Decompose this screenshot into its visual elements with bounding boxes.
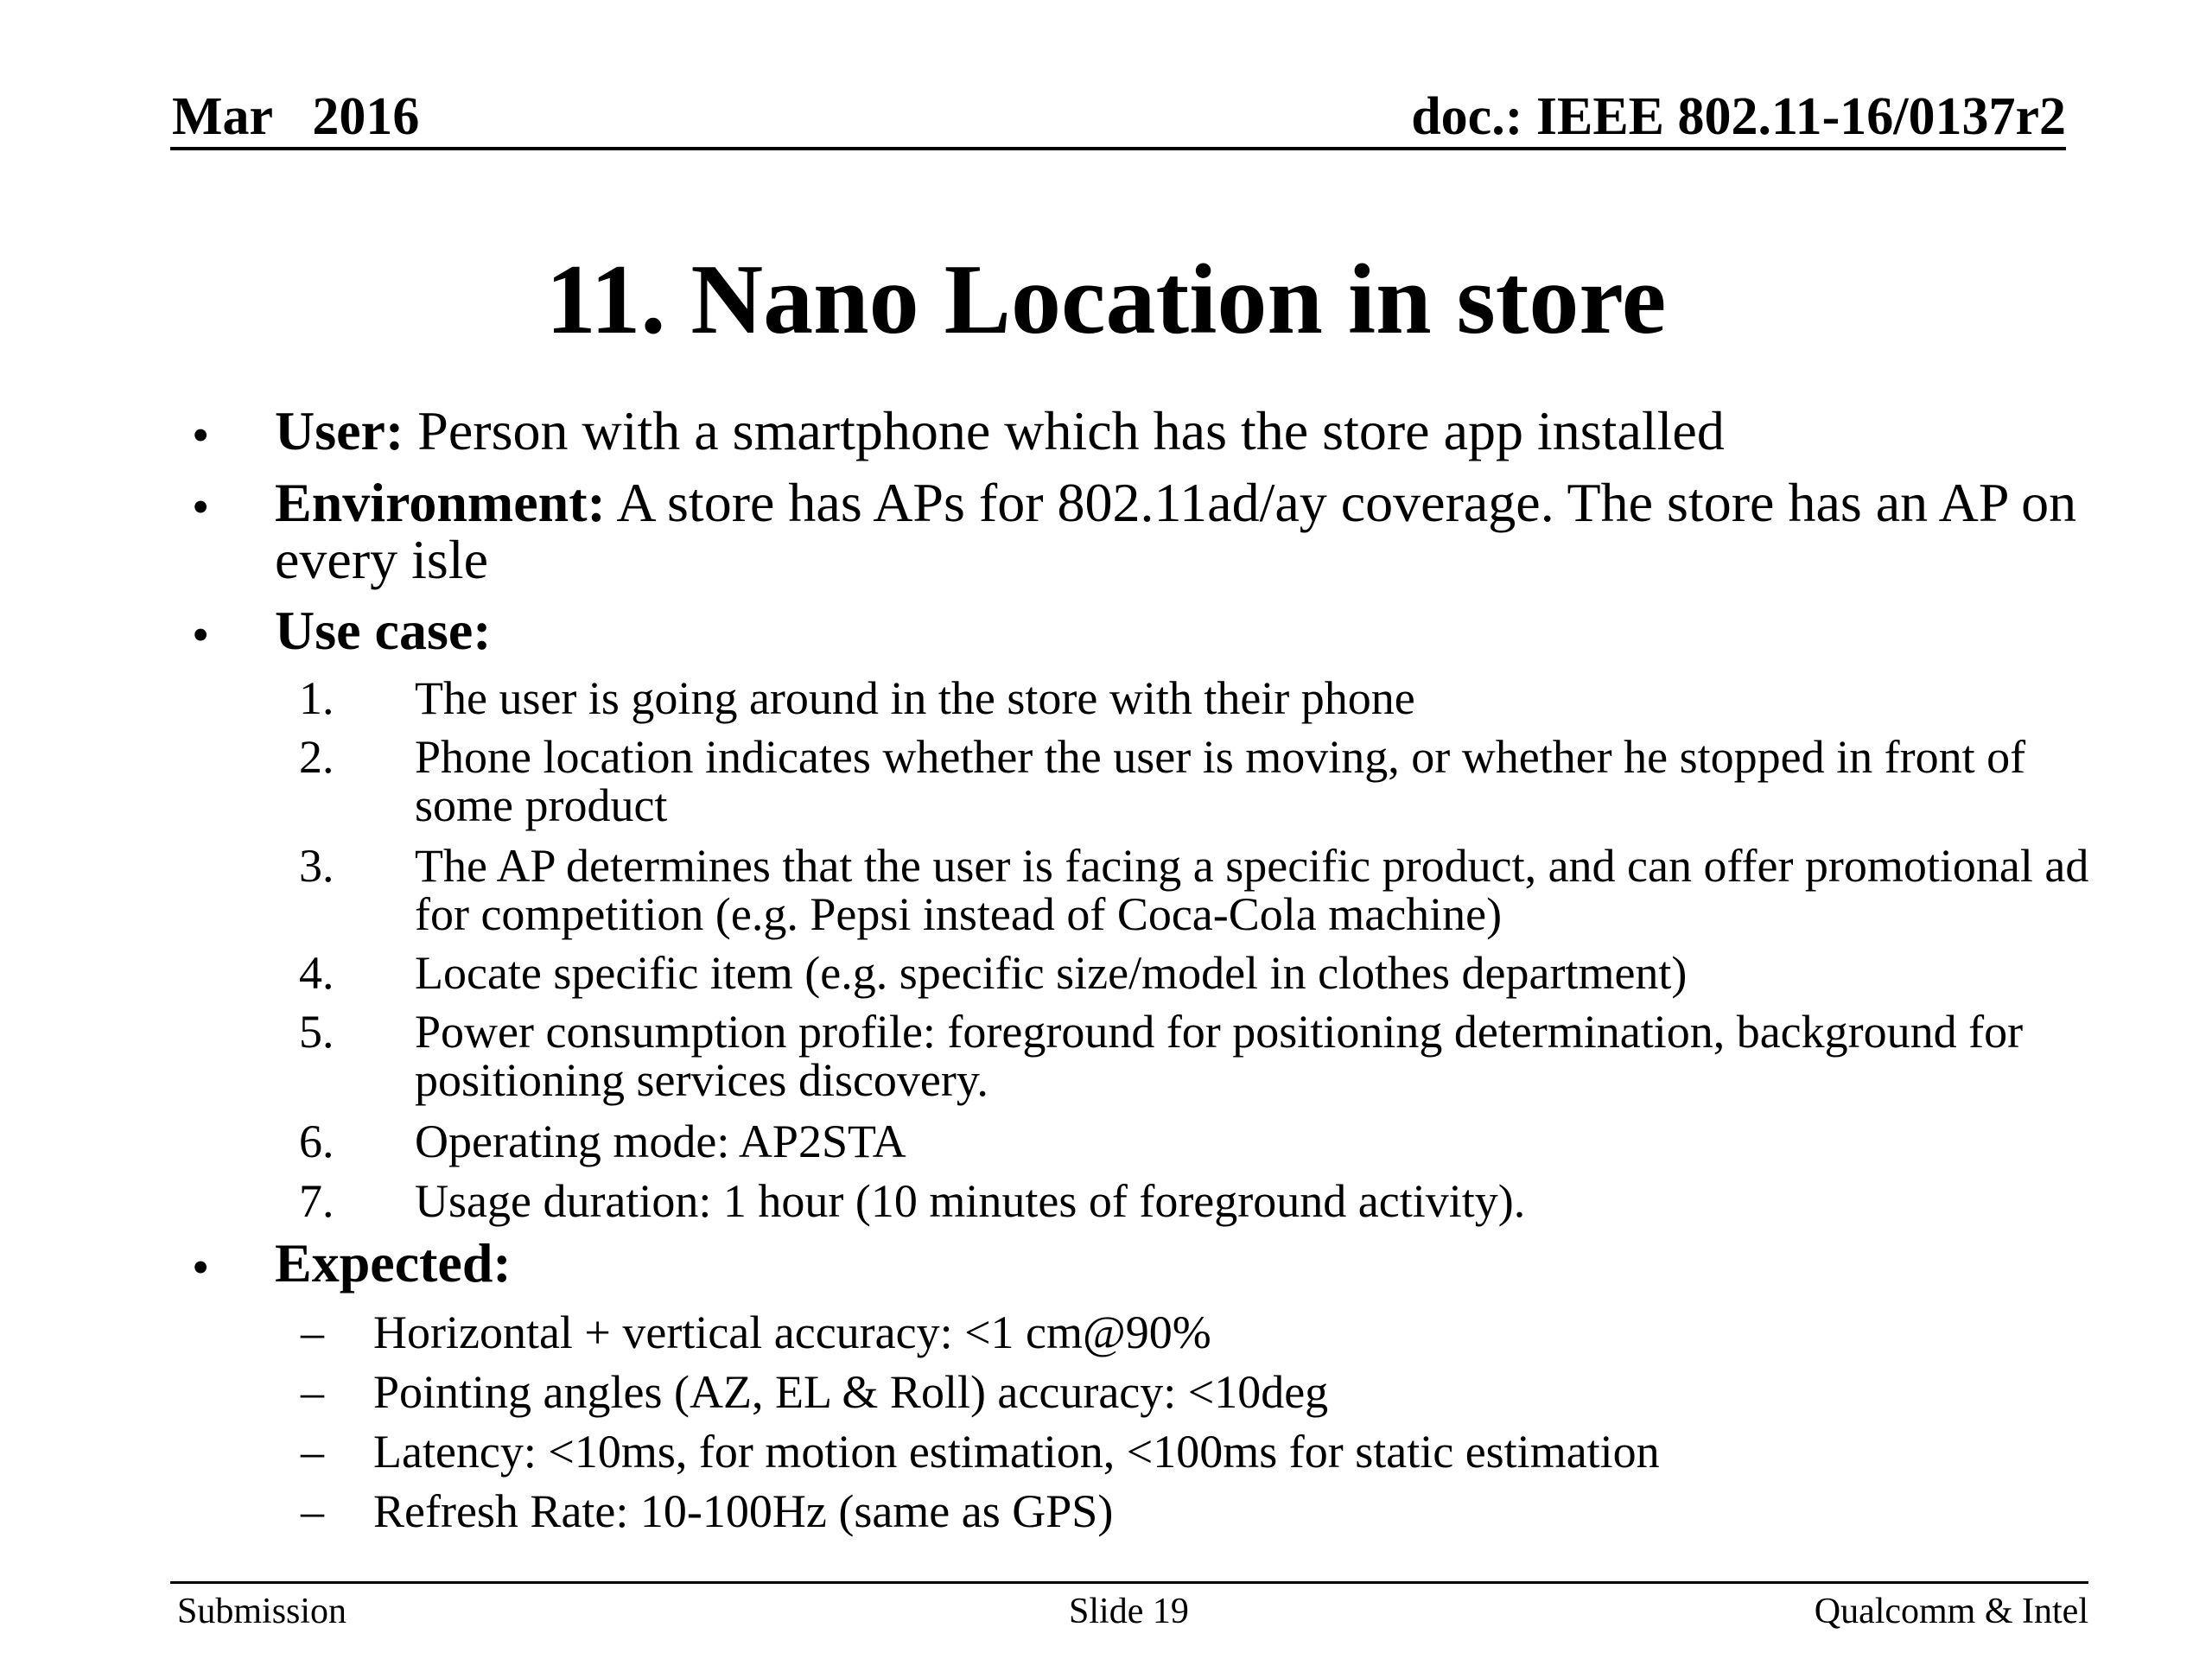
list-item: Usage duration: 1 hour (10 minutes of foreground activity). <box>415 1175 1526 1227</box>
bullet-marker: • <box>192 407 210 463</box>
header-date: Mar 2016 <box>172 87 420 146</box>
dash-marker: – <box>301 1306 324 1358</box>
list-number: 4. <box>299 947 334 999</box>
list-item: Phone location indicates whether the user is moving, or whether he stopped in front of some product <box>415 731 2026 831</box>
expected-item: Latency: <10ms, for motion estimation, <100ms for static estimation <box>373 1426 1660 1478</box>
slide-footer <box>170 1581 2088 1636</box>
list-number: 7. <box>299 1175 334 1227</box>
list-item: Operating mode: AP2STA <box>415 1116 906 1167</box>
bullet-use-case <box>275 602 2107 659</box>
bullet-user-label: User: <box>275 400 404 461</box>
list-item: Locate specific item (e.g. specific size/model in clothes department) <box>415 947 1688 999</box>
bullet-expected-label: Expected: <box>275 1232 512 1294</box>
dash-marker: – <box>301 1426 324 1478</box>
bullet-expected <box>275 1232 2107 1294</box>
footer-authors: Qualcomm & Intel <box>1814 1592 2088 1631</box>
bullet-marker: • <box>192 1239 210 1295</box>
expected-item: Horizontal + vertical accuracy: <1 cm@90% <box>373 1306 1211 1358</box>
bullet-user <box>275 400 2107 461</box>
footer-submission: Submission <box>177 1592 347 1631</box>
list-item: The user is going around in the store with their phone <box>415 672 1415 724</box>
list-item: Power consumption profile: foreground for positioning determination, background for positioning services discovery. <box>415 1006 2024 1106</box>
list-number: 1. <box>299 672 334 724</box>
list-number: 5. <box>299 1006 334 1058</box>
slide-title: 11. Nano Location in store <box>545 245 1667 355</box>
expected-item: Pointing angles (AZ, EL & Roll) accuracy: <10deg <box>373 1366 1329 1418</box>
bullet-environment-text: A store has APs for 802.11ad/ay coverage. The store has an AP on every isle <box>275 472 2077 590</box>
header-doc-id: doc.: IEEE 802.11-16/0137r2 <box>1411 87 2066 146</box>
dash-marker: – <box>301 1485 324 1537</box>
bullet-environment <box>275 474 2107 588</box>
expected-item: Refresh Rate: 10-100Hz (same as GPS) <box>373 1485 1114 1537</box>
list-number: 6. <box>299 1116 334 1167</box>
list-number: 2. <box>299 731 334 783</box>
dash-marker: – <box>301 1366 324 1418</box>
bullet-environment-label: Environment: <box>275 472 606 533</box>
list-number: 3. <box>299 840 334 892</box>
list-item: The AP determines that the user is facing a specific product, and can offer promotional ad for competition (e.g. Pepsi instead of Coca-Cola machine) <box>415 840 2089 940</box>
bullet-user-text: Person with a smartphone which has the store app installed <box>404 400 1725 461</box>
bullet-marker: • <box>192 479 210 535</box>
footer-slide-number: Slide 19 <box>1069 1592 1189 1631</box>
bullet-use-case-label: Use case: <box>275 600 492 661</box>
bullet-marker: • <box>192 607 210 663</box>
